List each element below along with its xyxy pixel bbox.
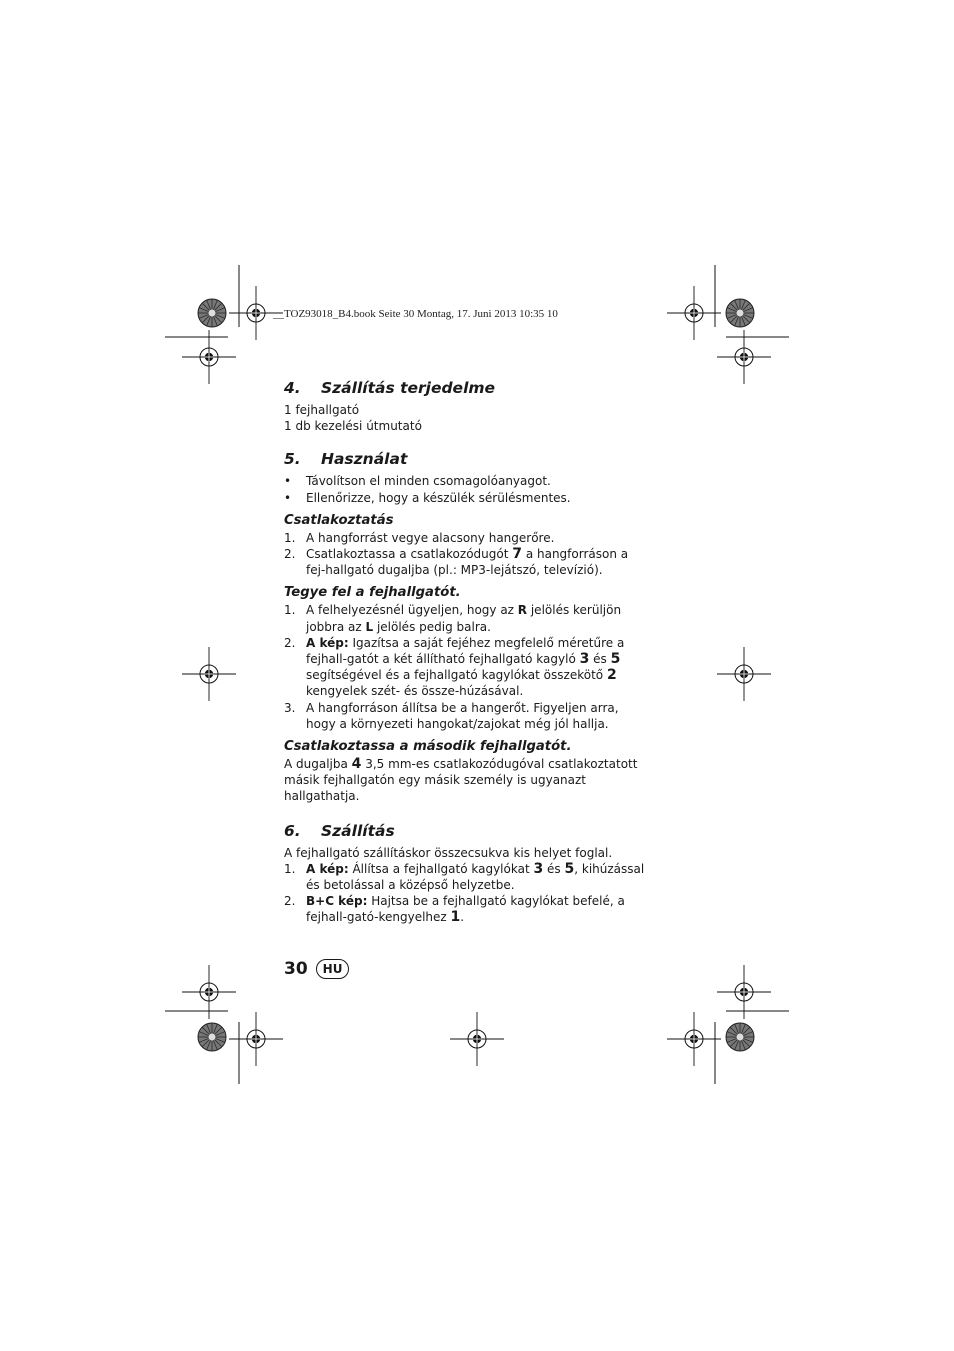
section-number: 6. [284,821,301,840]
numbered-item [284,861,650,893]
numbered-item [284,602,650,634]
numbered-item [284,530,650,546]
paragraph: A fejhallgató szállításkor összecsukva kis helyet foglal. [284,845,613,860]
section-6-heading [284,821,650,841]
language-badge: HU [316,959,350,979]
figure-label: B+C kép: [306,894,368,909]
section-title: Használat [321,450,408,469]
numbered-item [284,700,650,732]
item-number: 2. [284,894,296,909]
manual-page-content [284,378,650,926]
section-title: Szállítás [321,821,395,840]
part-number: 3 [579,651,590,668]
page-footer [284,959,349,979]
item-text: Csatlakoztassa a csatlakozódugót 7 a hangforráson a fej-hallgató dugaljba (pl.: MP3-lejátszó, televízió). [306,546,629,578]
bullet-marker: • [284,474,292,489]
bullet-item [284,473,650,489]
marking-letter: R [517,603,528,618]
item-number: 1. [284,530,296,545]
part-number: 1 [450,909,461,926]
bullet-item [284,490,650,506]
numbered-item [284,893,650,925]
item-number: 2. [284,547,296,562]
figure-label: A kép: [306,635,349,650]
bullet-marker: • [284,490,292,505]
item-number: 2. [284,635,296,650]
print-file-info: __TOZ93018_B4.book Seite 30 Montag, 17. Juni 2013 10:35 10 [273,308,558,320]
subsection-heading: Csatlakoztassa a második fejhallgatót. [284,739,572,755]
item-text: B+C kép: Hajtsa be a fejhallgató kagylókat befelé, a fejhall-gató-kengyelhez 1. [306,894,625,926]
section-4-heading [284,378,650,398]
item-text: A felhelyezésnél ügyeljen, hogy az R jelölés kerüljön jobbra az L jelölés pedig balra. [306,603,622,634]
item-number: 1. [284,861,296,876]
subsection-heading: Csatlakoztatás [284,512,394,528]
page-number: 30 [284,959,308,979]
section-title: Szállítás terjedelme [321,379,496,397]
bullet-text: Távolítson el minden csomagolóanyagot. [306,474,551,489]
part-number: 5 [564,860,575,877]
part-number: 5 [610,651,621,668]
package-item: 1 fejhallgató [284,403,360,417]
subsection-heading: Tegye fel a fejhallgatót. [284,585,461,601]
item-text: A kép: Állítsa a fejhallgató kagylókat 3 és 5, kihúzással és betolással a középső helyzetbe. [306,860,645,893]
item-text: A hangforrást vegye alacsony hangerőre. [306,530,555,545]
figure-label: A kép: [306,861,349,876]
paragraph: A dugaljba 4 3,5 mm-es csatlakozódugóval csatlakoztatott másik fejhallgatón egy másik személy is ugyanazt hallgathatja. [284,756,638,804]
part-number: 4 [351,756,362,773]
item-number: 1. [284,603,296,618]
item-number: 3. [284,700,296,715]
section-number: 5. [284,450,301,469]
part-number: 7 [512,546,522,563]
part-number: 2 [606,667,617,684]
numbered-item [284,635,650,700]
package-item: 1 db kezelési útmutató [284,419,422,434]
marking-letter: L [365,619,374,634]
item-text: A hangforráson állítsa be a hangerőt. Figyeljen arra, hogy a környezeti hangokat/zajokat még jól hallja. [306,700,619,731]
part-number: 3 [533,860,544,877]
section-5-heading [284,449,650,469]
bullet-text: Ellenőrizze, hogy a készülék sérülésmentes. [306,490,571,505]
section-number: 4. [284,379,301,397]
item-text: A kép: Igazítsa a saját fejéhez megfelelő méretűre a fejhall-gatót a két állítható fejhallgató kagyló 3 és 5 segítségével és a fejhallgató kagylókat összekötő 2 kengyelek szét- és össze-húzásával. [306,635,625,699]
numbered-item [284,546,650,578]
